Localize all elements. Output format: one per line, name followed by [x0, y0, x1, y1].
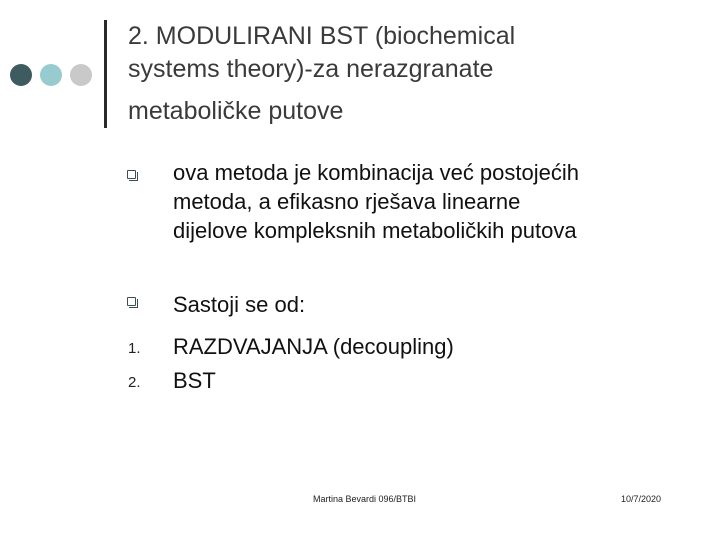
bullet-1-line-1: ova metoda je kombinacija već postojećih: [173, 160, 580, 185]
numbered-text-1: RAZDVAJANJA (decoupling): [173, 334, 454, 359]
square-bullet-icon: [127, 297, 136, 306]
title-line-1: 2. MODULIRANI BST (biochemical: [128, 22, 516, 50]
dark-dot-icon: [10, 64, 32, 86]
title-line-2: systems theory)-za nerazgranate: [128, 55, 494, 83]
bullet-text-2: Sastoji se od:: [173, 292, 306, 317]
bullet-text-1: [173, 158, 693, 245]
teal-dot-icon: [40, 64, 62, 86]
bullet-1-line-2: metoda, a efikasno rješava linearne: [173, 189, 521, 214]
footer-date: 10/7/2020: [621, 494, 662, 504]
square-bullet-icon: [127, 170, 136, 179]
title-divider: [104, 20, 107, 128]
bullet-1-line-3: dijelove kompleksnih metaboličkih putova: [173, 218, 577, 243]
footer-author: Martina Bevardi 096/BTBI: [313, 494, 417, 504]
slide-title: [128, 20, 688, 128]
list-number: 2.: [128, 374, 141, 391]
title-line-3: metaboličke putove: [128, 97, 344, 125]
numbered-text-2: BST: [173, 368, 216, 393]
grey-dot-icon: [70, 64, 92, 86]
list-number: 1.: [128, 340, 141, 357]
